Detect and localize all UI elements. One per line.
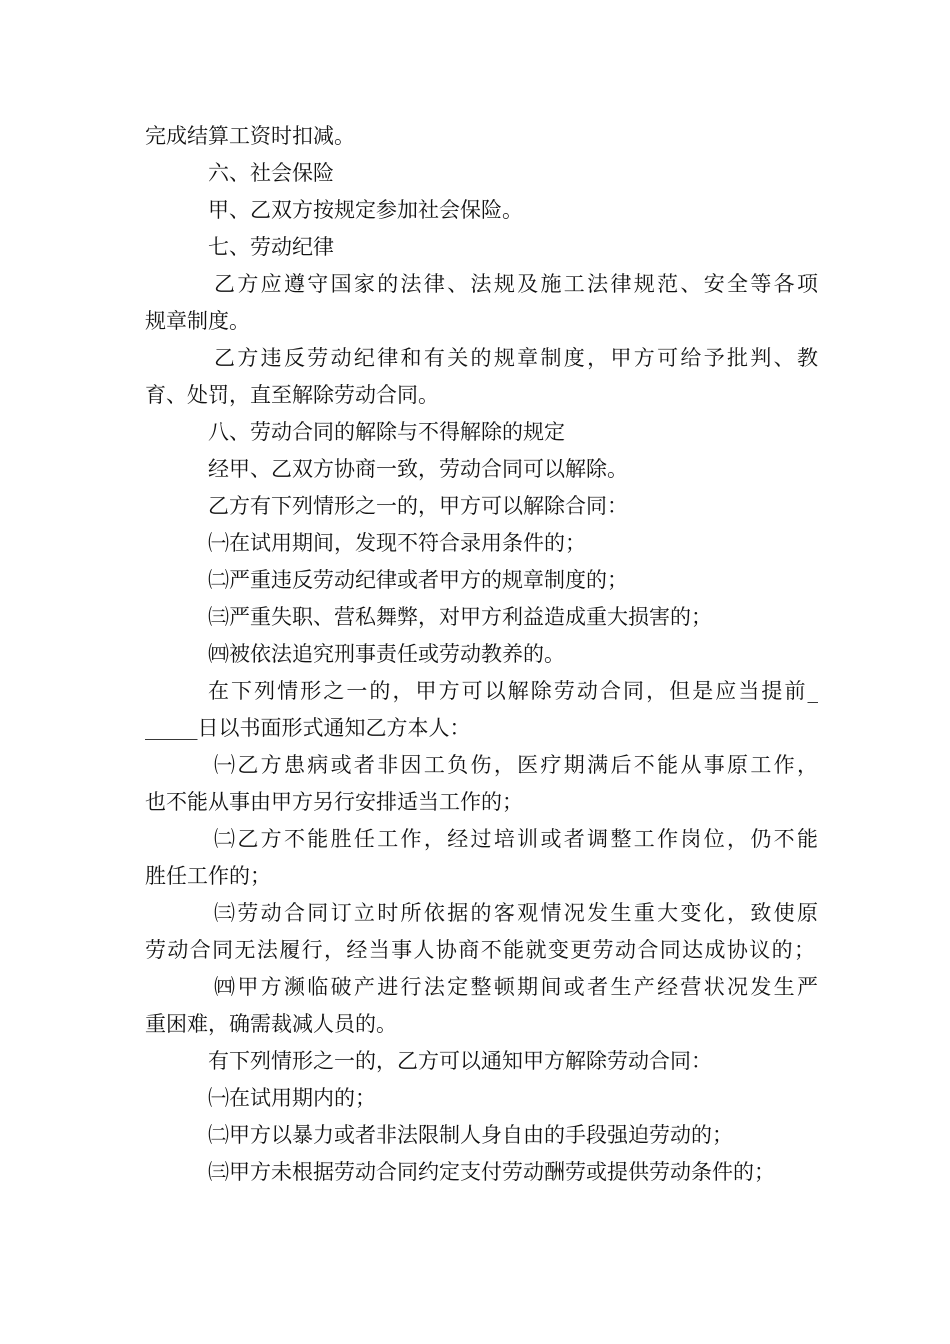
list-item: ㈢甲方未根据劳动合同约定支付劳动酬劳或提供劳动条件的； — [208, 1160, 775, 1184]
text-line: 乙方应遵守国家的法律、法规及施工法律规范、安全等各项 — [214, 272, 818, 296]
text-line: 乙方有下列情形之一的，甲方可以解除合同： — [208, 494, 628, 518]
text-line: 重困难，确需裁减人员的。 — [145, 1012, 397, 1036]
list-item: ㈡甲方以暴力或者非法限制人身自由的手段强迫劳动的； — [208, 1123, 733, 1147]
section-heading-social-insurance: 六、社会保险 — [208, 161, 334, 185]
text-line: _____日以书面形式通知乙方本人： — [145, 716, 471, 740]
section-heading-labor-discipline: 七、劳动纪律 — [208, 235, 334, 259]
text-line: 规章制度。 — [145, 309, 250, 333]
text-line: 甲、乙双方按规定参加社会保险。 — [208, 198, 523, 222]
text-line: 经甲、乙双方协商一致，劳动合同可以解除。 — [208, 457, 628, 481]
text-line: 有下列情形之一的，乙方可以通知甲方解除劳动合同： — [208, 1049, 712, 1073]
list-item: ㈣甲方濒临破产进行法定整顿期间或者生产经营状况发生严 — [214, 975, 818, 999]
text-line: 劳动合同无法履行，经当事人协商不能就变更劳动合同达成协议的； — [145, 938, 815, 962]
text-line: 乙方违反劳动纪律和有关的规章制度，甲方可给予批判、教 — [214, 346, 818, 370]
list-item: ㈠乙方患病或者非因工负伤，医疗期满后不能从事原工作， — [214, 753, 818, 777]
text-line: 育、处罚，直至解除劳动合同。 — [145, 383, 439, 407]
text-line: 也不能从事由甲方另行安排适当工作的； — [145, 790, 523, 814]
list-item: ㈢劳动合同订立时所依据的客观情况发生重大变化，致使原 — [214, 901, 818, 925]
list-item: ㈠在试用期内的； — [208, 1086, 376, 1110]
text-line: 在下列情形之一的，甲方可以解除劳动合同，但是应当提前_ — [208, 679, 818, 703]
list-item: ㈣被依法追究刑事责任或劳动教养的。 — [208, 642, 565, 666]
list-item: ㈠在试用期间，发现不符合录用条件的； — [208, 531, 586, 555]
list-item: ㈡严重违反劳动纪律或者甲方的规章制度的； — [208, 568, 628, 592]
section-heading-termination: 八、劳动合同的解除与不得解除的规定 — [208, 420, 565, 444]
text-line: 胜任工作的； — [145, 864, 271, 888]
list-item: ㈢严重失职、营私舞弊，对甲方利益造成重大损害的； — [208, 605, 712, 629]
list-item: ㈡乙方不能胜任工作，经过培训或者调整工作岗位，仍不能 — [214, 827, 818, 851]
text-line: 完成结算工资时扣减。 — [145, 124, 355, 148]
